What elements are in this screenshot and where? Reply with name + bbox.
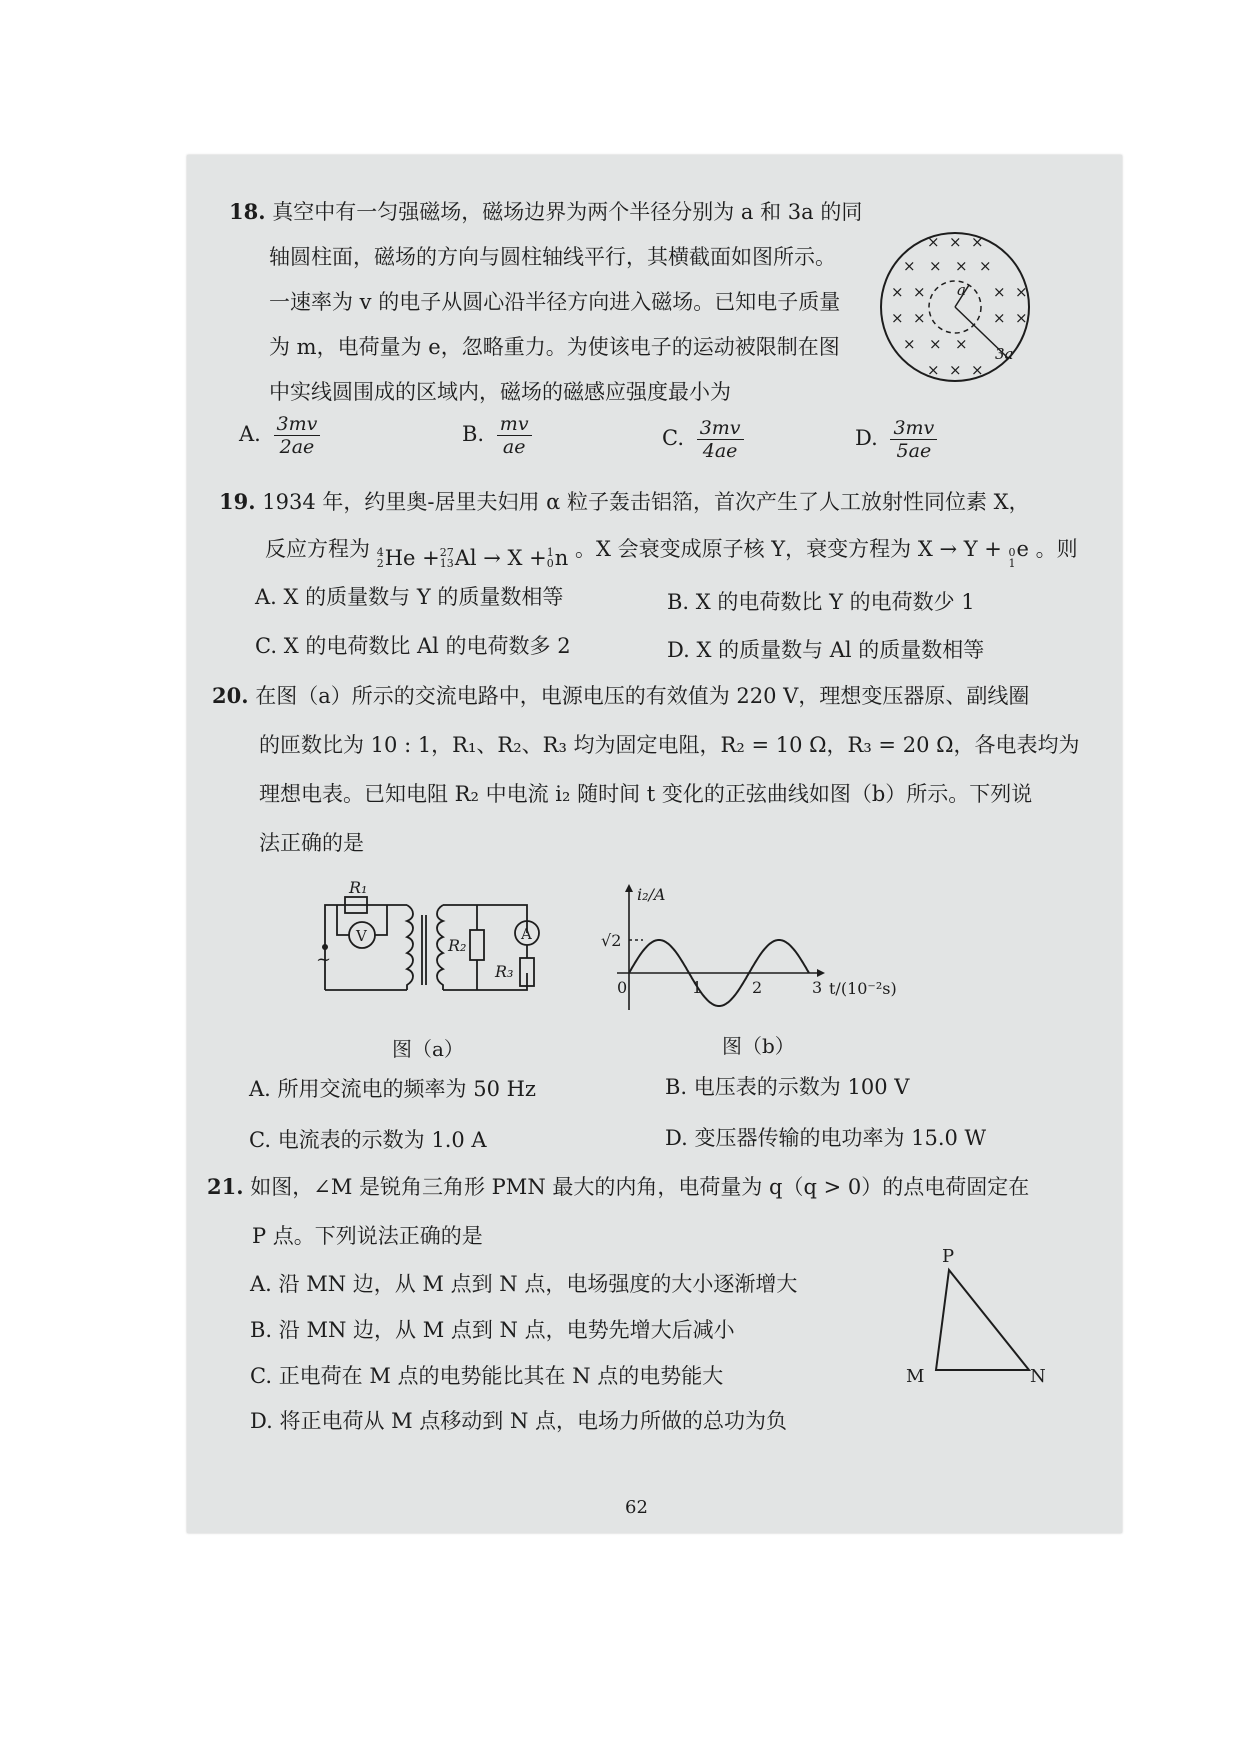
q18-number: 18. <box>229 199 266 224</box>
option-text: 将正电荷从 M 点移动到 N 点，电场力所做的总功为负 <box>279 1409 788 1433</box>
q19-text-2a: 反应方程为 <box>265 537 370 561</box>
fraction <box>274 413 321 458</box>
q21-line-1 <box>207 1173 1029 1201</box>
q19-text-2c: e 。则 <box>1016 537 1078 561</box>
q21-text-2: P 点。下列说法正确的是 <box>252 1224 483 1248</box>
inner-radius-label: a <box>957 281 966 299</box>
option-text: 变压器传输的电功率为 15.0 W <box>694 1126 987 1150</box>
option-label: A. <box>255 585 277 609</box>
option-label: C. <box>249 1128 271 1152</box>
option-label: D. <box>665 1126 688 1150</box>
r1-label: R₁ <box>349 878 368 897</box>
q19-text-1: 1934 年，约里奥-居里夫妇用 α 粒子轰击铝箔，首次产生了人工放射性同位素 X， <box>262 490 1030 514</box>
q18-line-1 <box>229 198 862 226</box>
option-label: A. <box>249 1077 271 1101</box>
q21-text-1: 如图，∠M 是锐角三角形 PMN 最大的内角，电荷量为 q（q > 0）的点电荷固定在 <box>250 1175 1030 1199</box>
q20-text-2: 的匝数比为 10 : 1，R₁、R₂、R₃ 均为固定电阻，R₂ = 10 Ω，R₃ = 20 Ω，各电表均为 <box>259 733 1080 757</box>
q20-option-b[interactable] <box>665 1073 909 1101</box>
q18-text-1: 真空中有一匀强磁场，磁场边界为两个半径分别为 a 和 3a 的同 <box>272 200 863 224</box>
positron-symbol <box>1009 547 1017 569</box>
option-text: 沿 MN 边，从 M 点到 N 点，电势先增大后减小 <box>278 1318 735 1342</box>
option-label: D. <box>667 638 690 662</box>
option-text: 正电荷在 M 点的电势能比其在 N 点的电势能大 <box>278 1364 724 1388</box>
nuclide-index: 0 1 <box>1008 546 1016 570</box>
exam-page <box>187 155 1122 1533</box>
option-text: X 的质量数与 Y 的质量数相等 <box>283 585 564 609</box>
ac-source-symbol: ~ <box>316 949 332 970</box>
primary-coil <box>407 905 413 990</box>
point-n-label: N <box>1030 1366 1046 1387</box>
q18-option-d[interactable] <box>855 417 937 462</box>
q19-option-a[interactable] <box>255 583 563 611</box>
x-tick-label: 1 <box>692 978 703 997</box>
q20-line-1 <box>212 682 1029 710</box>
option-label: B. <box>667 590 690 614</box>
field-cross: × <box>929 335 942 353</box>
r3-label: R₃ <box>495 962 514 981</box>
voltmeter-wire <box>337 905 349 935</box>
x-tick-label: 0 <box>617 978 628 997</box>
field-cross: × <box>927 233 940 251</box>
secondary-coil <box>437 905 443 990</box>
q20-option-d[interactable] <box>665 1124 986 1152</box>
q18-text-3: 一速率为 v 的电子从圆心沿半径方向进入磁场。已知电子质量 <box>269 290 841 314</box>
numerator: 3mv <box>890 417 937 440</box>
q20-text-3: 理想电表。已知电阻 R₂ 中电流 i₂ 随时间 t 变化的正弦曲线如图（b）所示。下列说 <box>259 782 1033 806</box>
field-cross: × <box>971 233 984 251</box>
nuclide-index: 4 2 <box>376 546 384 570</box>
q19-line-1 <box>219 488 1030 516</box>
x-tick-label: 2 <box>752 978 763 997</box>
option-text: X 的电荷数比 Al 的电荷数多 2 <box>283 634 571 658</box>
voltmeter-wire-right <box>375 905 387 935</box>
field-cross: × <box>891 309 904 327</box>
option-text: 电压表的示数为 100 V <box>693 1075 910 1099</box>
q20-number: 20. <box>212 683 249 708</box>
denominator: 2ae <box>279 436 315 458</box>
r2-resistor <box>470 930 484 960</box>
y-axis-label: i₂/A <box>637 885 666 904</box>
option-label: D. <box>855 426 878 450</box>
q20-text-4: 法正确的是 <box>259 831 364 855</box>
q21-option-b[interactable] <box>250 1316 735 1344</box>
option-label: B. <box>250 1318 273 1342</box>
q18-option-b[interactable] <box>462 413 532 458</box>
option-text: 沿 MN 边，从 M 点到 N 点，电场强度的大小逐渐增大 <box>278 1272 798 1296</box>
q19-option-b[interactable] <box>667 588 975 616</box>
field-cross: × <box>927 361 940 379</box>
q21-option-c[interactable] <box>250 1362 723 1390</box>
secondary-wire-top <box>443 905 527 933</box>
field-cross: × <box>971 361 984 379</box>
q19-option-c[interactable] <box>255 632 571 660</box>
reaction-equation: 4 2 He + 27 13 Al → X + 1 0 n <box>376 546 569 570</box>
q20-option-c[interactable] <box>249 1126 487 1154</box>
field-cross: × <box>903 335 916 353</box>
field-cross: × <box>929 257 942 275</box>
option-label: C. <box>662 426 684 450</box>
q19-text-2b: 。X 会衰变成原子核 Y，衰变方程为 X → Y + <box>574 537 1002 561</box>
q18-magnetic-field-figure <box>867 227 1047 387</box>
field-cross: × <box>913 283 926 301</box>
voltmeter-label: V <box>356 927 367 945</box>
triangle-pmn <box>936 1270 1029 1370</box>
option-label: B. <box>665 1075 688 1099</box>
numerator: 3mv <box>274 413 321 436</box>
triangle-pmn-figure <box>892 1240 1052 1390</box>
q18-option-a[interactable] <box>239 413 320 458</box>
nuclide-index: 1 0 <box>546 546 554 570</box>
r2-label: R₂ <box>448 936 467 955</box>
option-text: X 的电荷数比 Y 的电荷数少 1 <box>695 590 975 614</box>
x-axis-label: t/(10⁻²s) <box>829 979 897 998</box>
q19-option-d[interactable] <box>667 636 984 664</box>
peak-label: √2 <box>601 931 622 950</box>
q21-option-d[interactable] <box>250 1407 787 1435</box>
nuclide-index: 27 13 <box>439 546 454 570</box>
field-cross: × <box>891 283 904 301</box>
q18-text-2: 轴圆柱面，磁场的方向与圆柱轴线平行，其横截面如图所示。 <box>269 245 836 269</box>
option-label: A. <box>250 1272 272 1296</box>
q19-number: 19. <box>219 489 256 514</box>
option-label: B. <box>462 422 485 446</box>
field-cross: × <box>913 309 926 327</box>
q18-option-c[interactable] <box>662 417 744 462</box>
option-label: C. <box>250 1364 272 1388</box>
field-cross: × <box>1015 309 1028 327</box>
q19-line-2 <box>265 535 1078 572</box>
option-label: C. <box>255 634 277 658</box>
y-axis-arrow <box>625 884 633 892</box>
outer-radius-label: 3a <box>995 345 1014 363</box>
q20-option-a[interactable] <box>249 1075 536 1103</box>
option-label: A. <box>239 422 261 446</box>
field-cross: × <box>979 257 992 275</box>
x-tick-label: 3 <box>812 978 823 997</box>
denominator: ae <box>502 436 526 458</box>
field-cross: × <box>993 309 1006 327</box>
field-cross: × <box>955 257 968 275</box>
field-cross: × <box>955 335 968 353</box>
fraction <box>497 413 532 458</box>
x-ticks <box>617 978 822 997</box>
x-axis-arrow <box>817 969 825 977</box>
q20-text-1: 在图（a）所示的交流电路中，电源电压的有效值为 220 V，理想变压器原、副线圈 <box>255 684 1030 708</box>
point-m-label: M <box>906 1366 925 1387</box>
option-text: X 的质量数与 Al 的质量数相等 <box>696 638 985 662</box>
numerator: mv <box>497 413 532 436</box>
field-cross: × <box>903 257 916 275</box>
field-cross: × <box>1015 283 1028 301</box>
current-sine-chart <box>597 880 907 1020</box>
field-cross: × <box>949 233 962 251</box>
page-number: 62 <box>625 1497 648 1518</box>
fig-b-caption: 图（b） <box>722 1034 795 1058</box>
circuit-diagram <box>307 875 577 1020</box>
ammeter-label: A <box>521 925 532 943</box>
secondary-wire-bottom <box>443 973 527 990</box>
fig-a-caption: 图（a） <box>392 1037 464 1061</box>
q21-number: 21. <box>207 1174 244 1199</box>
option-text: 电流表的示数为 1.0 A <box>277 1128 487 1152</box>
numerator: 3mv <box>697 417 744 440</box>
point-p-label: P <box>942 1246 955 1267</box>
option-label: D. <box>250 1409 273 1433</box>
field-cross: × <box>993 283 1006 301</box>
q18-text-5: 中实线圆围成的区域内，磁场的磁感应强度最小为 <box>269 380 731 404</box>
fraction <box>697 417 744 462</box>
option-text: 所用交流电的频率为 50 Hz <box>277 1077 536 1101</box>
q21-option-a[interactable] <box>250 1270 797 1298</box>
q18-text-4: 为 m，电荷量为 e，忽略重力。为使该电子的运动被限制在图 <box>269 335 840 359</box>
fraction <box>890 417 937 462</box>
field-cross: × <box>949 361 962 379</box>
denominator: 4ae <box>702 440 738 462</box>
denominator: 5ae <box>896 440 932 462</box>
